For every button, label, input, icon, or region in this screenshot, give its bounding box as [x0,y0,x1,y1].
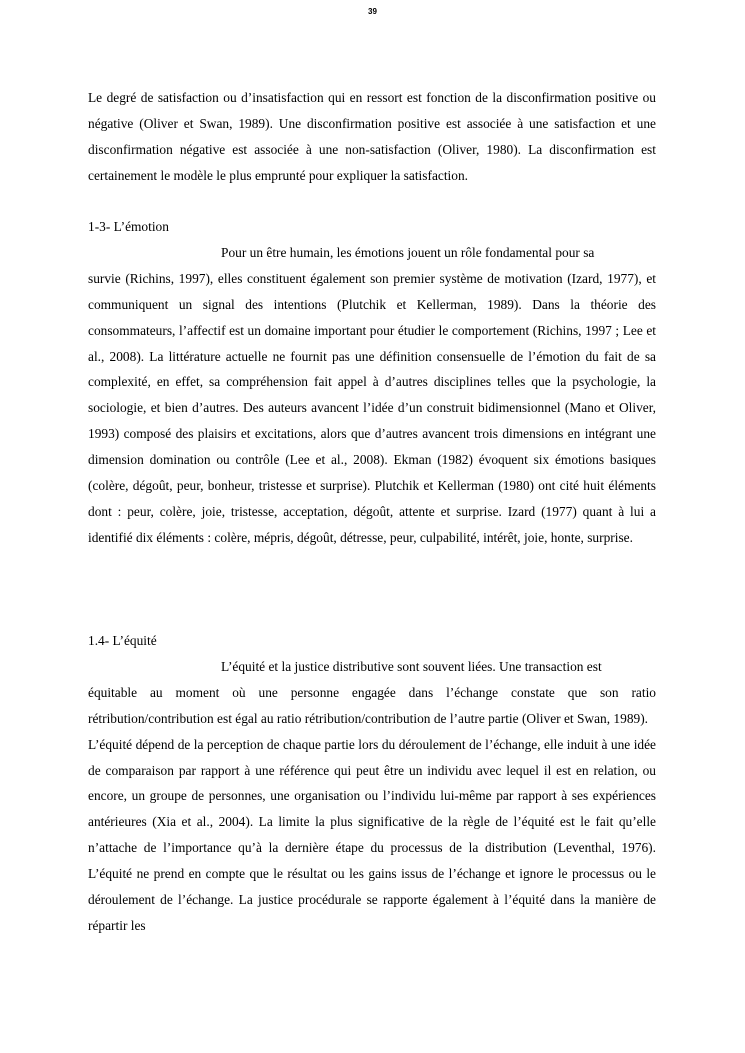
page-number: 39 [368,7,377,16]
paragraph-equity-2: L’équité dépend de la perception de chaque partie lors du déroulement de l’échange, elle induit à une idée de comparaison par rapport à une référence qui peut être un individu avec lequel il est en relation, ou encore, un groupe de personnes, une organisation ou l’individu lui-même par rapport à ses expériences antérieures (Xia et al., 2004). La limite la plus significative de la règle de l’équité est le fait qu’elle n’attache de l’importance qu’à la dernière étape du processus de la distribution (Leventhal, 1976). L’équité ne prend en compte que le résultat ou les gains issus de l’échange et ignore le processus ou le déroulement de l’échange. La justice procédurale se rapporte également à l’équité dans la manière de répartir les [88,736,656,933]
paragraph-emotion-body: survie (Richins, 1997), elles constituent également son premier système de motivation (Izard, 1977), et communiquent un signal des intentions (Plutchik et Kellerman, 1989). Dans la théorie des consommateurs, l’affectif est un domaine important pour étudier le comportement (Richins, 1997 ; Lee et al., 2008). La littérature actuelle ne fournit pas une définition consensuelle de l’émotion du fait de sa complexité, en effet, sa compréhension fait appel à d’autres disciplines telles que la psychologie, la sociologie, et bien d’autres. Des auteurs avancent l’idée d’un construit bidimensionnel (Mano et Oliver, 1993) composé des plaisirs et excitations, alors que d’autres avancent trois dimensions en intégrant une dimension domination ou contrôle (Lee et al., 2008). Ekman (1982) évoquent six émotions basiques (colère, dégoût, peur, bonheur, tristesse et surprise). Plutchik et Kellerman (1980) ont cité huit éléments dont : peur, colère, joie, tristesse, acceptation, dégoût, attente et surprise. Izard (1977) quant à lui a identifié dix éléments : colère, mépris, dégoût, détresse, peur, culpabilité, intérêt, joie, honte, surprise. [88,270,656,545]
paragraph-emotion-first-line: Pour un être humain, les émotions jouent un rôle fondamental pour sa [221,244,595,260]
section-emotion [88,214,656,551]
section-heading-equity: 1.4- L’équité [88,633,157,648]
section-equity [88,628,656,939]
paragraph-equity-first-line: L’équité et la justice distributive sont souvent liées. Une transaction est [221,658,602,674]
intro-paragraph-block [88,85,656,189]
paragraph-disconfirmation: Le degré de satisfaction ou d’insatisfaction qui en ressort est fonction de la disconfirmation positive ou négative (Oliver et Swan, 1989). Une disconfirmation positive est associée à une satisfaction et une disconfirmation négative est associée à une non-satisfaction (Oliver, 1980). La disconfirmation est certainement le modèle le plus emprunté pour expliquer la satisfaction. [88,90,656,183]
paragraph-equity-1 [88,654,656,732]
paragraph-emotion [88,240,656,551]
paragraph-equity-body-1: équitable au moment où une personne engagée dans l’échange constate que son ratio rétribution/contribution est égal au ratio rétribution/contribution de l’autre partie (Oliver et Swan, 1989). [88,684,656,726]
section-heading-emotion: 1-3- L’émotion [88,219,169,234]
